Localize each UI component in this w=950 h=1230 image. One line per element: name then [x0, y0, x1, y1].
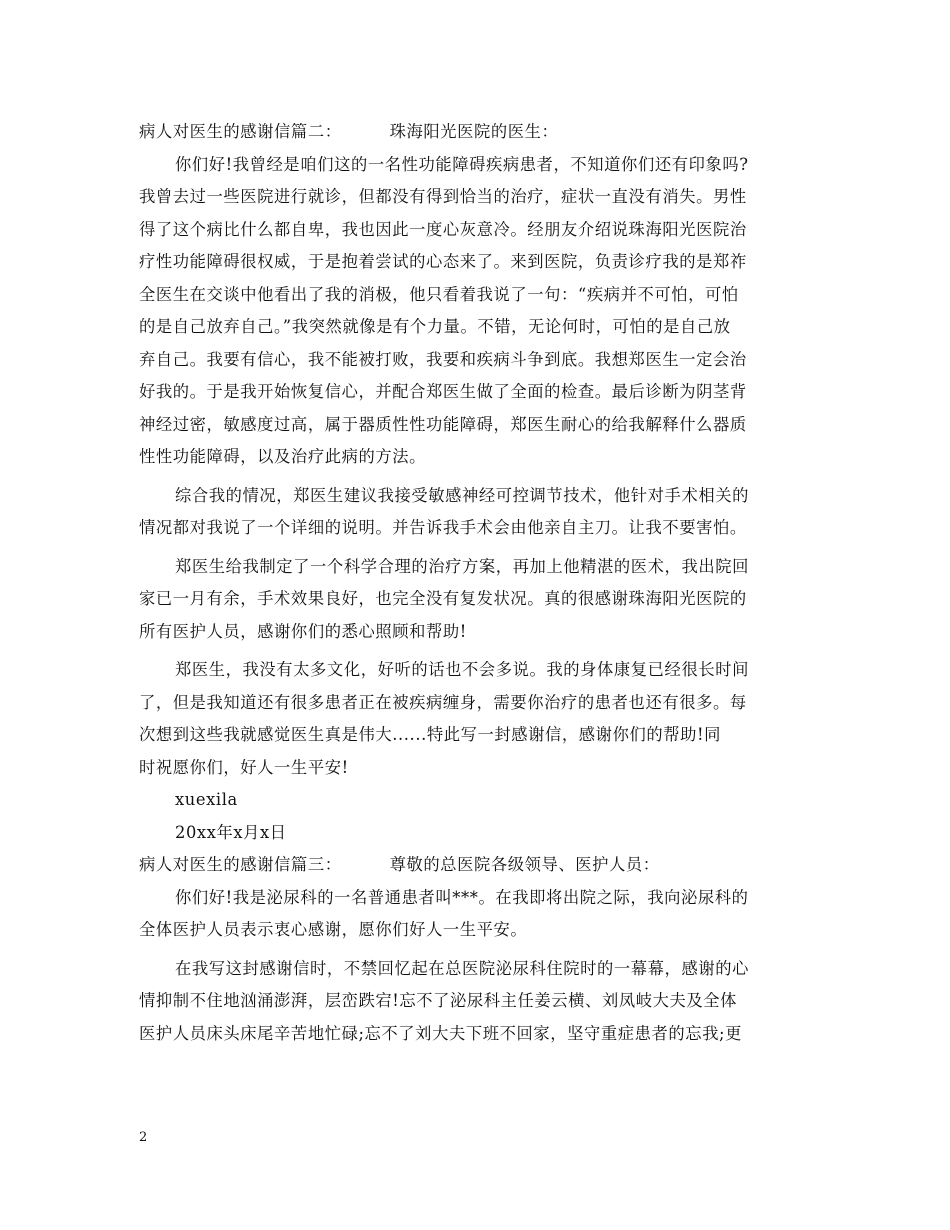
paragraph	[139, 480, 812, 545]
text-line: 全体医护人员表示衷心感谢，愿你们好人一生平安。	[139, 920, 528, 939]
text-line: 我曾去过一些医院进行就诊，但都没有得到恰当的治疗，症状一直没有消失。男性	[139, 187, 747, 206]
text-line: 好我的。于是我开始恢复信心，并配合郑医生做了全面的检查。最后诊断为阴茎背	[139, 382, 747, 401]
section-title: 病人对医生的感谢信篇三：	[139, 855, 342, 874]
text-line: 弃自己。我要有信心，我不能被打败，我要和疾病斗争到底。我想郑医生一定会治	[139, 349, 747, 369]
letter-date: 20xx年x月x日	[175, 822, 287, 842]
text-line: 性性功能障碍，以及治疗此病的方法。	[139, 447, 426, 466]
section-salutation: 珠海阳光医院的医生：	[389, 122, 559, 141]
document-body	[139, 116, 812, 1050]
paragraph	[139, 551, 812, 649]
text-line: 的是自己放弃自己。”我突然就像是有个力量。不错，无论何时，可怕的是自己放	[139, 317, 731, 336]
section-salutation: 尊敬的总医院各级领导、医护人员：	[389, 855, 660, 874]
text-line: 次想到这些我就感觉医生真是伟大......特此写一封感谢信，感谢你们的帮助!同	[139, 725, 721, 744]
text-line: 你们好!我是泌尿科的一名普通患者叫***。在我即将出院之际，我向泌尿科的	[175, 887, 749, 907]
section-title: 病人对医生的感谢信篇二：	[139, 122, 342, 141]
text-line: 时祝愿你们，好人一生平安!	[139, 757, 349, 777]
section-heading	[139, 116, 812, 149]
paragraph	[139, 953, 812, 1051]
text-line: 医护人员床头床尾辛苦地忙碌;忘不了刘大夫下班不回家，坚守重症患者的忘我;更	[139, 1023, 743, 1043]
text-line: 情况都对我说了一个详细的说明。并告诉我手术会由他亲自主刀。让我不要害怕。	[139, 518, 747, 537]
text-line: 了，但是我知道还有很多患者正在被疾病缠身，需要你治疗的患者也还有很多。每	[139, 692, 747, 712]
text-line: 家已一月有余，手术效果良好，也完全没有复发状况。真的很感谢珠海阳光医院的	[139, 589, 747, 608]
text-line: 得了这个病比什么都自卑，我也因此一度心灰意冷。经朋友介绍说珠海阳光医院治	[139, 219, 747, 239]
text-line: 你们好!我曾经是咱们这的一名性功能障碍疾病患者，不知道你们还有印象吗?	[175, 154, 749, 174]
text-line: 情抑制不住地汹涌澎湃，层峦跌宕!忘不了泌尿科主任姜云横、刘凤岐大夫及全体	[139, 991, 737, 1010]
text-line: 郑医生给我制定了一个科学合理的治疗方案，再加上他精湛的医术，我出院回	[175, 556, 749, 576]
section-heading	[139, 849, 812, 882]
text-line: 在我写这封感谢信时，不禁回忆起在总医院泌尿科住院时的一幕幕，感谢的心	[175, 958, 749, 978]
page-number: 2	[139, 1130, 148, 1145]
text-line: 综合我的情况，郑医生建议我接受敏感神经可控调节技术，他针对手术相关的	[175, 485, 749, 505]
text-line: 疗性功能障碍很权威，于是抱着尝试的心态来了。来到医院，负责诊疗我的是郑祚	[139, 252, 747, 271]
paragraph	[139, 654, 812, 784]
text-line: 郑医生，我没有太多文化，好听的话也不会多说。我的身体康复已经很长时间	[175, 660, 749, 679]
paragraph	[139, 149, 812, 474]
signature: xuexila	[175, 790, 238, 809]
text-line: 所有医护人员，感谢你们的悉心照顾和帮助!	[139, 621, 467, 641]
text-line: 神经过密，敏感度过高，属于器质性性功能障碍，郑医生耐心的给我解释什么器质	[139, 414, 747, 434]
paragraph	[139, 882, 812, 947]
text-line: 全医生在交谈中他看出了我的消极，他只看着我说了一句：“疾病并不可怕，可怕	[139, 284, 739, 304]
